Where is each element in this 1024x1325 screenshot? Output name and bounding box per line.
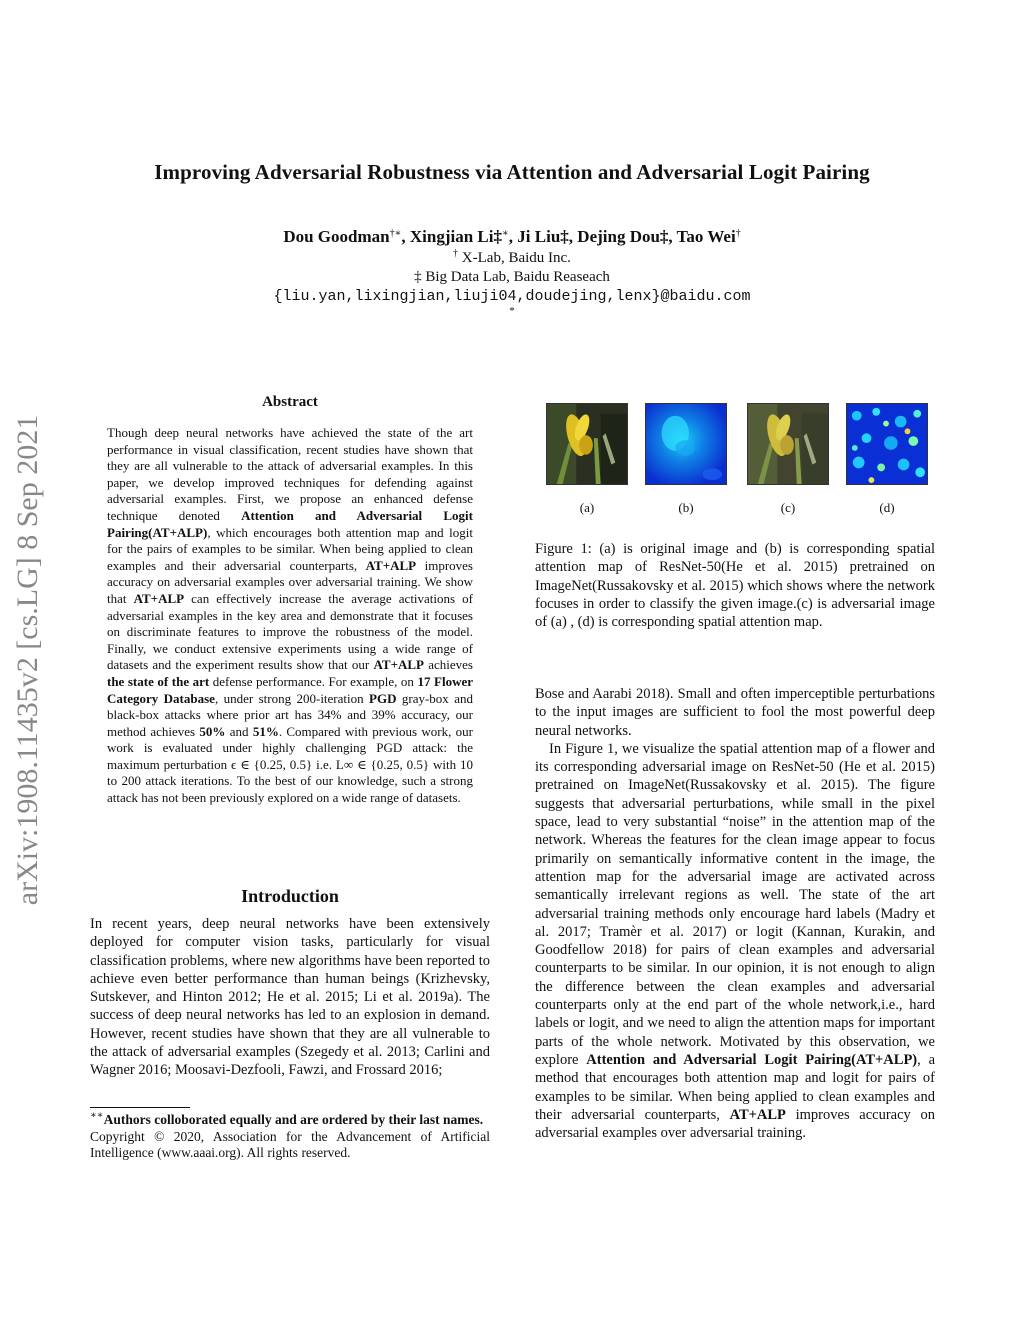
footnote-rule [90, 1107, 190, 1108]
abstract-bold: the state of the art [107, 673, 210, 689]
arxiv-id: arXiv:1908.11435v2 [cs.LG] 8 Sep 2021 [11, 414, 44, 906]
body-bold: AT+ALP [729, 1106, 786, 1123]
email-list: {liu.yan,lixingjian,liuji04,doudejing,lenx}@baidu.com [273, 288, 751, 305]
right-column-body [535, 685, 935, 1142]
abstract-bold: PGD [369, 690, 397, 706]
body-bold: Attention and Adversarial Logit Pairing(AT+ALP) [586, 1051, 918, 1068]
author-list [0, 227, 1024, 247]
footnote-bold: Authors colloborated equally and are ordered by their last names. [103, 1112, 484, 1127]
figure-caption: Figure 1: (a) is original image and (b) is corresponding spatial attention map of ResNet-50(He et al. 2015) pretrained on ImageNet(Russakovsky et al. 2015) which shows where the network focuses in order to classify the given image.(c) is adversarial image of (a) , (d) is corresponding spatial attention map. [535, 541, 935, 631]
affiliation-xlab [0, 250, 1024, 267]
abstract-bold: AT+ALP [365, 557, 417, 573]
paper-title: Improving Adversarial Robustness via Attention and Adversarial Logit Pairing [154, 160, 870, 184]
figure-label: (b) [678, 500, 694, 515]
figure-image-attention [645, 403, 727, 485]
paragraph: In Figure 1, we visualize the spatial attention map of a flower and its corresponding adversarial image on ResNet-50 (He et al. 2015) pretrained on ImageNet(Russakovsky et al. 2015). The figure suggests that adversarial perturbations, while small in the pixel space, lead to very substantial “noise” in the attention map of the network. Whereas the features for the clean image appear to focus primarily on semantically informative content in the image, the attention map for the adversarial image are activated across semantically irrelevant regions as well. The state of the art adversarial training methods only encourage hard labels (Madry et al. 2017; Tramèr et al. 2017) or logit (Kannan, Kurakin, and Goodfellow 2018) for pairs of clean examples and adversarial counterparts to be similar. In our opinion, it is not enough to align the difference between the clean examples and adversarial counterparts only at the end part of the whole network,i.e., hard labels or logit, and we need to align the attention maps for important parts of the whole network. Motivated by this observation, we explore Attention and Adversarial Logit Pairing(AT+ALP), a method that encourages both attention map and logit for pairs of examples to be similar. When being applied to clean examples and their adversarial counterparts, AT+ALP improves accuracy on adversarial examples over adversarial training. [535, 740, 936, 1142]
author-name: , Ji Liu‡, Dejing Dou‡, Tao Wei [508, 227, 736, 246]
author-mark: † [735, 228, 741, 239]
affiliation-mark: † [453, 248, 459, 259]
figure-image-adversarial [747, 403, 829, 485]
introduction-heading: Introduction [241, 886, 339, 906]
affiliation-bdl: ‡ Big Data Lab, Baidu Reaseach [414, 269, 610, 285]
abstract-bold: 50% [199, 723, 226, 739]
abstract-heading: Abstract [262, 394, 318, 410]
abstract-bold: AT+ALP [133, 590, 185, 606]
paragraph: Bose and Aarabi 2018). Small and often imperceptible perturbations to the input images are sufficient to fool the most powerful deep neural networks. [535, 686, 935, 739]
footnote-mark: ∗∗ [90, 1110, 104, 1121]
abstract-bold: 17 Flower Category Database [107, 673, 473, 706]
introduction-body: In recent years, deep neural networks have been extensively deployed for computer vision tasks, particularly for visual classification problems, where new algorithms have been reported to achieve even better performance than human beings (Krizhevsky, Sutskever, and Hinton 2012; He et al. 2015; Li et al. 2019a). The success of deep neural networks has led to an explosion in demand. However, recent studies have shown that they are all vulnerable to the attack of adversarial examples (Szegedy et al. 2013; Carlini and Wagner 2016; Moosavi-Dezfooli, Fawzi, and Frossard 2016; [90, 916, 490, 1079]
copyright-notice: Copyright © 2020, Association for the Advancement of Artificial Intelligence (www.aaai.org). All rights reserved. [90, 1128, 490, 1160]
figure-label: (d) [879, 500, 895, 515]
abstract-bold: AT+ALP [373, 657, 424, 673]
arxiv-stamp [8, 380, 48, 940]
footnote [90, 1112, 490, 1162]
affiliation-text: X-Lab, Baidu Inc. [458, 250, 571, 266]
figure-image-original [546, 403, 628, 485]
author-mark: †∗ [389, 228, 402, 239]
abstract-body: Though deep neural networks have achieved the state of the art performance in visual classification, recent studies have shown that they are all vulnerable to the attack of adversarial examples. In this paper, we develop improved techniques for defending against adversarial examples. First, we propose an enhanced defense technique denoted Attention and Adversarial Logit Pairing(AT+ALP), which encourages both attention map and logit for the pairs of examples to be similar. When being applied to clean examples and their adversarial counterparts, AT+ALP improves accuracy on adversarial examples over adversarial training. We show that AT+ALP can effectively increase the average activations of adversarial examples in the key area and demonstrate that it focuses on discriminate features to improve the robustness of the model. Finally, we conduct extensive experiments using a wide range of datasets and the experiment results show that our AT+ALP achieves the state of the art defense performance. For example, on 17 Flower Category Database, under strong 200-iteration PGD gray-box and black-box attacks where prior art has 34% and 39% accuracy, our method achieves 50% and 51%. Compared with previous work, our work is evaluated under highly challenging PGD attack: the maximum perturbation ϵ ∈ {0.25, 0.5} i.e. L∞ ∈ {0.25, 0.5} with 10 to 200 attack iterations. To the best of our knowledge, such a strong attack has not been previously explored on a wide range of datasets. [107, 425, 473, 806]
star-mark: * [509, 305, 515, 317]
figure-label: (a) [579, 500, 595, 515]
author-name: Dou Goodman [283, 227, 390, 246]
author-mark: ∗ [502, 228, 509, 239]
figure-label: (c) [780, 500, 796, 515]
figure-image-adversarial-attention [846, 403, 928, 485]
author-name: , Xingjian Li‡ [401, 227, 502, 246]
abstract-bold: 51% [252, 723, 279, 739]
abstract-bold: Attention and Adversarial Logit Pairing(AT+ALP) [107, 507, 473, 540]
